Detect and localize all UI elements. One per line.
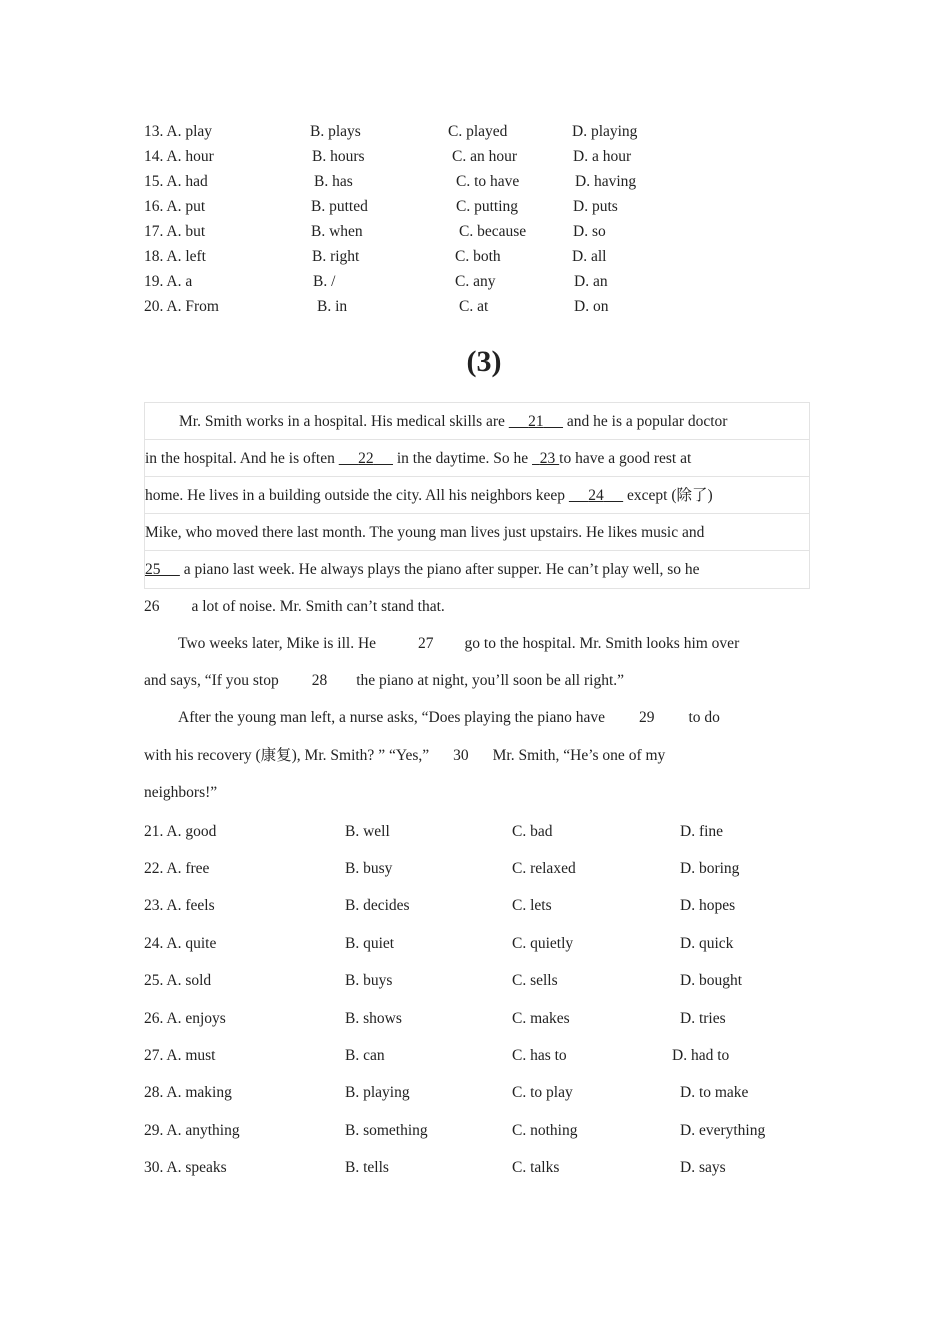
option-d: D. so xyxy=(573,223,606,240)
option-b: B. quiet xyxy=(345,935,395,952)
passage-line: with his recovery (康复), Mr. Smith? ” “Yes,” 30 Mr. Smith, “He’s one of my xyxy=(144,747,666,764)
option-b: B. decides xyxy=(345,897,410,914)
option-a: 26. A. enjoys xyxy=(144,1010,226,1027)
blank-22: 22 xyxy=(358,450,374,467)
option-b: B. hours xyxy=(312,148,365,165)
option-c: C. has to xyxy=(512,1047,567,1064)
option-a: 23. A. feels xyxy=(144,897,215,914)
option-d: D. bought xyxy=(680,972,742,989)
blank-26: 26 xyxy=(144,598,160,615)
question-row xyxy=(0,1043,950,1068)
option-d: D. everything xyxy=(680,1122,766,1139)
blank-21: 21 xyxy=(528,413,544,430)
passage-line: 25 a piano last week. He always plays the piano after supper. He can’t play well, so he xyxy=(144,550,810,589)
passage-line: in the hospital. And he is often 22 in the daytime. So he 23 to have a good rest at xyxy=(144,439,810,477)
option-c: C. at xyxy=(459,298,489,315)
blank-25: 25 xyxy=(145,561,161,578)
option-c: C. relaxed xyxy=(512,860,576,877)
option-a: 16. A. put xyxy=(144,198,206,215)
option-d: D. boring xyxy=(680,860,740,877)
option-d: D. hopes xyxy=(680,897,736,914)
option-a: 28. A. making xyxy=(144,1084,232,1101)
blank-24: 24 xyxy=(588,487,604,504)
option-a: 13. A. play xyxy=(144,123,213,140)
section-title: (3) xyxy=(466,345,502,378)
option-d: D. tries xyxy=(680,1010,726,1027)
option-d: D. a hour xyxy=(573,148,632,165)
option-c: C. an hour xyxy=(452,148,518,165)
question-row xyxy=(0,931,950,956)
passage-line: 26 a lot of noise. Mr. Smith can’t stand that. xyxy=(144,598,445,615)
option-d: D. had to xyxy=(672,1047,730,1064)
option-d: D. playing xyxy=(572,123,638,140)
option-a: 15. A. had xyxy=(144,173,208,190)
passage-line: and says, “If you stop 28 the piano at night, you’ll soon be all right.” xyxy=(144,672,625,689)
option-d: D. on xyxy=(574,298,609,315)
option-c: C. to play xyxy=(512,1084,573,1101)
option-b: B. right xyxy=(312,248,360,265)
option-c: C. any xyxy=(455,273,496,290)
question-row xyxy=(0,1118,950,1143)
option-b: B. putted xyxy=(311,198,368,215)
option-d: D. puts xyxy=(573,198,618,215)
option-a: 17. A. but xyxy=(144,223,206,240)
option-a: 25. A. sold xyxy=(144,972,212,989)
blank-28: 28 xyxy=(311,672,328,689)
option-d: D. an xyxy=(574,273,608,290)
option-d: D. all xyxy=(572,248,607,265)
question-row xyxy=(0,219,950,244)
option-b: B. in xyxy=(317,298,348,315)
option-a: 30. A. speaks xyxy=(144,1159,227,1176)
option-c: C. bad xyxy=(512,823,553,840)
option-b: B. tells xyxy=(345,1159,389,1176)
blank-29: 29 xyxy=(638,709,655,726)
question-row xyxy=(0,169,950,194)
option-d: D. says xyxy=(680,1159,726,1176)
option-d: D. quick xyxy=(680,935,734,952)
question-row xyxy=(0,968,950,993)
option-a: 21. A. good xyxy=(144,823,217,840)
option-a: 27. A. must xyxy=(144,1047,216,1064)
question-row xyxy=(0,194,950,219)
question-row xyxy=(0,1006,950,1031)
blank-27: 27 xyxy=(418,635,434,652)
option-b: B. buys xyxy=(345,972,393,989)
option-b: B. plays xyxy=(310,123,361,140)
option-b: B. busy xyxy=(345,860,393,877)
option-b: B. shows xyxy=(345,1010,402,1027)
question-row xyxy=(0,893,950,918)
option-c: C. lets xyxy=(512,897,552,914)
option-b: B. well xyxy=(345,823,390,840)
option-c: C. both xyxy=(455,248,501,265)
passage-line: Two weeks later, Mike is ill. He 27 go to the hospital. Mr. Smith looks him over xyxy=(178,635,740,652)
question-row xyxy=(0,119,950,144)
blank-30: 30 xyxy=(453,747,469,764)
option-a: 24. A. quite xyxy=(144,935,217,952)
option-b: B. can xyxy=(345,1047,385,1064)
option-c: C. played xyxy=(448,123,508,140)
question-row xyxy=(0,819,950,844)
option-a: 18. A. left xyxy=(144,248,206,265)
option-c: C. putting xyxy=(456,198,519,215)
option-b: B. / xyxy=(313,273,336,290)
option-a: 19. A. a xyxy=(144,273,193,290)
question-row xyxy=(0,1155,950,1180)
question-row xyxy=(0,269,950,294)
passage-line: Mike, who moved there last month. The young man lives just upstairs. He likes music and xyxy=(144,513,810,551)
question-row xyxy=(0,294,950,319)
option-b: B. has xyxy=(314,173,353,190)
option-b: B. something xyxy=(345,1122,428,1139)
option-c: C. to have xyxy=(456,173,520,190)
question-row xyxy=(0,144,950,169)
option-c: C. sells xyxy=(512,972,558,989)
option-d: D. to make xyxy=(680,1084,749,1101)
option-a: 14. A. hour xyxy=(144,148,214,165)
question-row xyxy=(0,244,950,269)
blank-23: 23 xyxy=(539,450,560,467)
option-c: C. nothing xyxy=(512,1122,578,1139)
option-c: C. because xyxy=(459,223,527,240)
question-row xyxy=(0,856,950,881)
option-c: C. talks xyxy=(512,1159,560,1176)
passage-line: home. He lives in a building outside the city. All his neighbors keep 24 except (除了) xyxy=(144,476,810,514)
passage-line: After the young man left, a nurse asks, “Does playing the piano have 29 to do xyxy=(178,709,720,726)
option-b: B. when xyxy=(311,223,363,240)
question-row xyxy=(0,1080,950,1105)
passage-line: Mr. Smith works in a hospital. His medical skills are 21 and he is a popular doctor xyxy=(144,402,810,440)
option-b: B. playing xyxy=(345,1084,410,1101)
passage-line: neighbors!” xyxy=(144,784,218,801)
option-a: 22. A. free xyxy=(144,860,210,877)
option-d: D. fine xyxy=(680,823,724,840)
option-c: C. quietly xyxy=(512,935,574,952)
option-c: C. makes xyxy=(512,1010,570,1027)
option-d: D. having xyxy=(575,173,637,190)
option-a: 20. A. From xyxy=(144,298,219,315)
option-a: 29. A. anything xyxy=(144,1122,240,1139)
